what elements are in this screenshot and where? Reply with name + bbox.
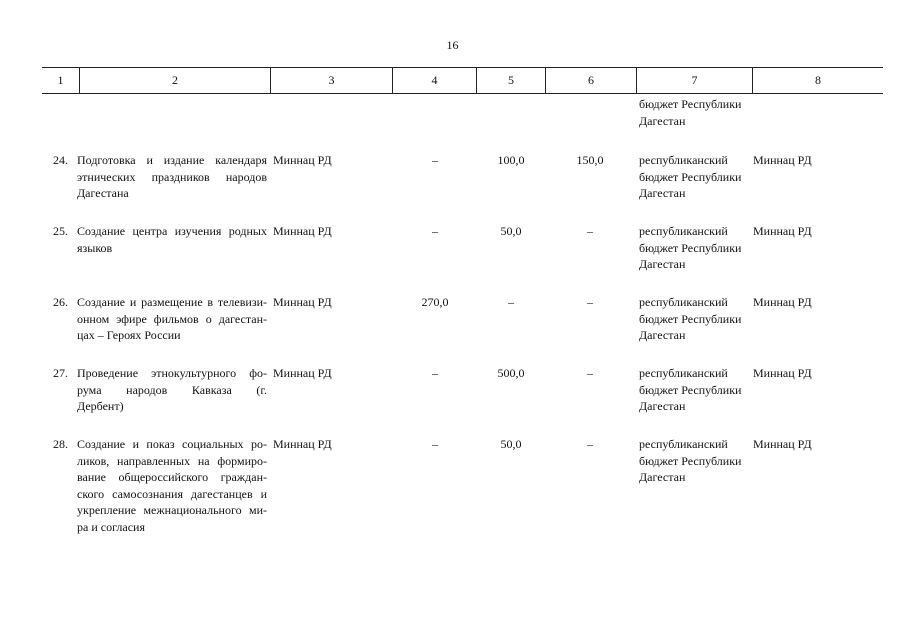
row-number: 26. — [53, 295, 68, 309]
column-header-3: 3 — [271, 68, 393, 94]
continued-line: Дагестан — [639, 113, 686, 128]
measure-description — [77, 294, 267, 344]
description-line: Дербент) — [77, 399, 124, 413]
col6-value: – — [587, 224, 593, 238]
funding-source — [639, 365, 751, 415]
funding-source-line: Дагестан — [639, 399, 686, 413]
description-line: Дагестана — [77, 186, 129, 200]
executor-cell: Миннац РД — [273, 366, 332, 380]
column-header-1: 1 — [42, 68, 80, 94]
continued-budget-source — [639, 96, 741, 129]
funding-source-line: республиканский — [639, 295, 728, 309]
executor-cell: Миннац РД — [273, 153, 332, 167]
funding-source-line: бюджет Республики — [639, 169, 742, 184]
description-line: ликов, направленных на формиро- — [77, 453, 267, 468]
description-line: этнических праздников народов — [77, 169, 267, 184]
funding-source — [639, 152, 751, 202]
funding-source-line: Дагестан — [639, 257, 686, 271]
col5-value: 500,0 — [497, 366, 525, 380]
funding-source-line: Дагестан — [639, 328, 686, 342]
column-header-4: 4 — [393, 68, 477, 94]
row-number: 27. — [53, 366, 68, 380]
col5-value: 50,0 — [500, 224, 522, 238]
row-number: 25. — [53, 224, 68, 238]
col4-value: – — [432, 153, 438, 167]
description-line: онном эфире фильмов о дагестан- — [77, 311, 267, 326]
responsible-cell: Миннац РД — [753, 153, 812, 167]
continued-line: бюджет Республики — [639, 97, 742, 111]
executor-cell: Миннац РД — [273, 224, 332, 238]
description-line: языков — [77, 240, 113, 255]
responsible-cell: Миннац РД — [753, 366, 812, 380]
col6-value: – — [587, 366, 593, 380]
column-header-6: 6 — [546, 68, 637, 94]
funding-source — [639, 294, 751, 344]
description-line: вание общероссийского граждан- — [77, 470, 267, 484]
description-line: ра и согласия — [77, 519, 145, 534]
description-line: Создание и показ социальных ро- — [77, 437, 267, 451]
description-line: Подготовка и издание календаря — [77, 153, 267, 167]
measure-description — [77, 436, 267, 535]
column-header-5: 5 — [477, 68, 546, 94]
executor-cell: Миннац РД — [273, 437, 332, 451]
description-line: Проведение этнокультурного фо- — [77, 366, 267, 380]
col4-value: – — [432, 224, 438, 238]
col4-value: – — [432, 437, 438, 451]
column-header-8: 8 — [753, 68, 884, 94]
description-line: укрепление межнационального ми- — [77, 503, 267, 517]
table-header — [42, 67, 883, 94]
measure-description — [77, 223, 267, 256]
col5-value: – — [508, 295, 514, 309]
col4-value: – — [432, 366, 438, 380]
col6-value: – — [587, 437, 593, 451]
measure-description — [77, 152, 267, 202]
description-line: рума народов Кавказа (г. — [77, 382, 267, 397]
col5-value: 100,0 — [497, 153, 525, 167]
funding-source-line: Дагестан — [639, 186, 686, 200]
col5-value: 50,0 — [500, 437, 522, 451]
column-header-7: 7 — [637, 68, 753, 94]
executor-cell: Миннац РД — [273, 295, 332, 309]
description-line: Создание и размещение в телевизи- — [77, 295, 267, 309]
funding-source-line: республиканский — [639, 366, 728, 380]
column-header-2: 2 — [80, 68, 271, 94]
description-line: Создание центра изучения родных — [77, 224, 267, 238]
col6-value: – — [587, 295, 593, 309]
row-number: 28. — [53, 437, 68, 451]
funding-source-line: бюджет Республики — [639, 453, 742, 468]
funding-source — [639, 436, 751, 486]
funding-source-line: Дагестан — [639, 470, 686, 484]
responsible-cell: Миннац РД — [753, 295, 812, 309]
responsible-cell: Миннац РД — [753, 224, 812, 238]
funding-source — [639, 223, 751, 273]
col6-value: 150,0 — [576, 153, 604, 167]
funding-source-line: республиканский — [639, 437, 728, 451]
page-number: 16 — [446, 38, 459, 52]
funding-source-line: бюджет Республики — [639, 382, 742, 397]
row-number: 24. — [53, 153, 68, 167]
funding-source-line: республиканский — [639, 153, 728, 167]
col4-value: 270,0 — [421, 295, 449, 309]
measure-description — [77, 365, 267, 415]
description-line: ского самосознания дагестанцев и — [77, 486, 267, 501]
funding-source-line: бюджет Республики — [639, 311, 742, 326]
funding-source-line: республиканский — [639, 224, 728, 238]
description-line: цах – Героях России — [77, 328, 181, 342]
responsible-cell: Миннац РД — [753, 437, 812, 451]
funding-source-line: бюджет Республики — [639, 240, 742, 255]
